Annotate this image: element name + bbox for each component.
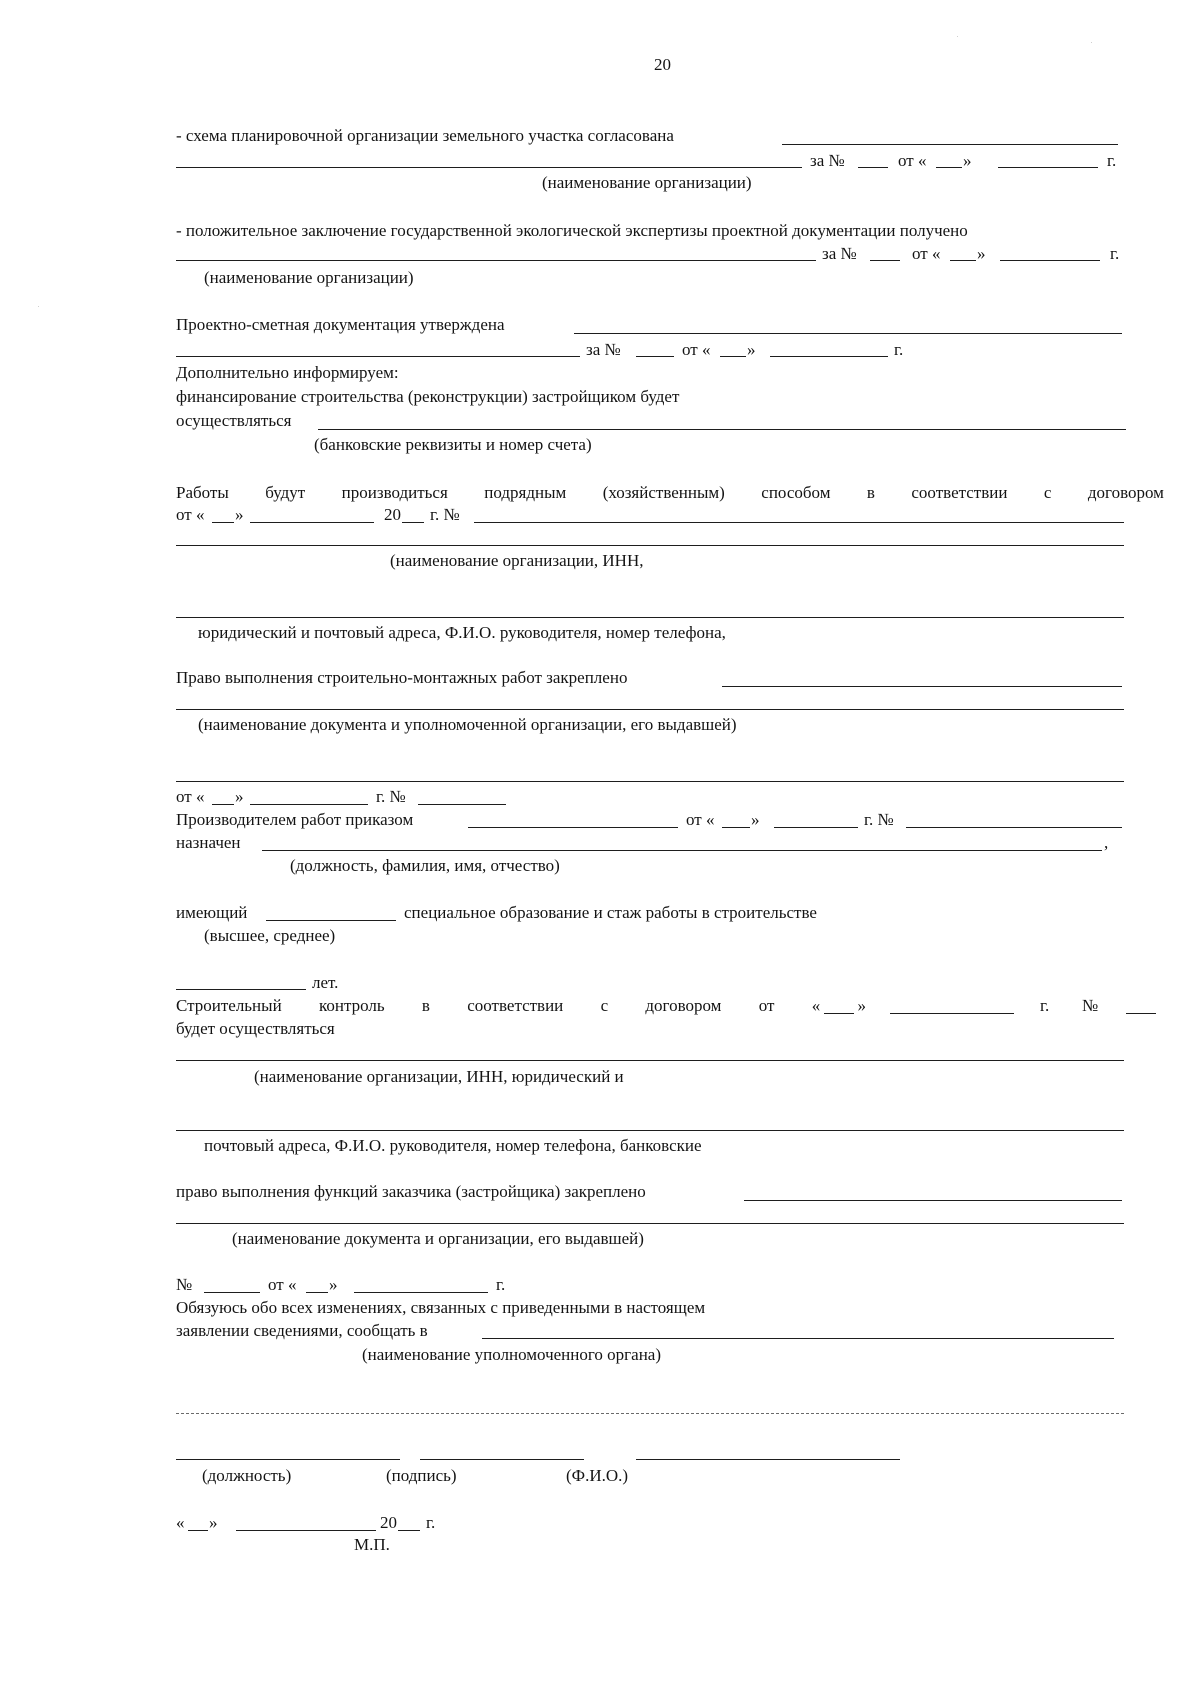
construction-rights-field-line-3[interactable] [176, 781, 1124, 782]
position-caption: (должность) [202, 1466, 292, 1485]
works-word: подрядным [484, 483, 567, 502]
construction-rights-caption: (наименование документа и уполномоченной организации, его выдавшей) [198, 715, 737, 734]
control-year-label: г. [1040, 996, 1050, 1015]
works-word: соответствии [911, 483, 1008, 502]
planning-org-field-line-2[interactable] [176, 167, 802, 168]
planning-ot-quote: от « [898, 151, 927, 170]
bank-details-field-line[interactable] [318, 429, 1126, 430]
design-year-label: г. [894, 340, 904, 359]
sign-year-field[interactable] [398, 1530, 420, 1531]
control-word: с [600, 996, 609, 1015]
works-twenty: 20 [384, 505, 401, 524]
design-ot-quote: от « [682, 340, 711, 359]
authority-caption: (наименование уполномоченного органа) [362, 1345, 662, 1364]
customer-day-field[interactable] [306, 1292, 328, 1293]
education-caption: (высшее, среднее) [204, 926, 336, 945]
customer-no-label: № [176, 1275, 193, 1294]
fio-signature-line[interactable] [636, 1459, 900, 1460]
sign-twenty: 20 [380, 1513, 397, 1532]
works-word: производиться [341, 483, 448, 502]
design-za-no: за № [586, 340, 621, 359]
stamp-label: М.П. [354, 1535, 390, 1554]
planning-number-field[interactable] [858, 167, 888, 168]
construction-rights-lead: Право выполнения строительно-монтажных работ закреплено [176, 668, 628, 687]
obligation-line-1: Обязуюсь обо всех изменениях, связанных с приведенными в настоящем [176, 1298, 706, 1317]
design-estimate-field-line-2[interactable] [176, 356, 580, 357]
appointed-person-field[interactable] [262, 850, 1102, 851]
eco-ot-quote: от « [912, 244, 941, 263]
scan-speck [38, 306, 39, 307]
planning-scheme-lead: - схема планировочной организации земельного участка согласована [176, 126, 674, 145]
design-month-field[interactable] [770, 356, 888, 357]
works-word: с [1043, 483, 1052, 502]
control-caption-2: почтовый адреса, Ф.И.О. руководителя, номер телефона, банковские [204, 1136, 702, 1155]
planning-month-field[interactable] [998, 167, 1098, 168]
bank-details-caption: (банковские реквизиты и номер счета) [314, 435, 592, 454]
control-word: договором [645, 996, 722, 1015]
rights-quote-close: » [235, 787, 244, 806]
rights-month-field[interactable] [250, 804, 368, 805]
sign-quote-open: « [176, 1513, 185, 1532]
financing-line-3: осуществляться [176, 411, 292, 430]
eco-expertise-lead: - положительное заключение государственной экологической экспертизы проектной документации получено [176, 221, 968, 240]
scan-speck [1091, 42, 1092, 43]
customer-rights-caption: (наименование документа и организации, его выдавшей) [232, 1229, 644, 1248]
control-caption-1: (наименование организации, ИНН, юридический и [254, 1067, 624, 1086]
position-signature-line[interactable] [176, 1459, 400, 1460]
experience-years-label: лет. [312, 973, 339, 992]
control-word: от [758, 996, 775, 1015]
sign-month-field[interactable] [236, 1530, 376, 1531]
rights-ot-quote: от « [176, 787, 205, 806]
control-month-field[interactable] [890, 1013, 1014, 1014]
manager-day-field[interactable] [722, 827, 750, 828]
eco-quote-close: » [977, 244, 986, 263]
appointed-comma: , [1104, 833, 1109, 852]
authority-field-line[interactable] [482, 1338, 1114, 1339]
sign-quote-close: » [209, 1513, 218, 1532]
eco-za-no: за № [822, 244, 857, 263]
sign-year-label: г. [426, 1513, 436, 1532]
eco-number-field[interactable] [870, 260, 900, 261]
rights-year-no: г. № [376, 787, 406, 806]
design-number-field[interactable] [636, 356, 674, 357]
control-org-field-line-2[interactable] [176, 1130, 1124, 1131]
control-word: контроль [318, 996, 385, 1015]
manager-number-field[interactable] [906, 827, 1122, 828]
customer-ot-quote: от « [268, 1275, 297, 1294]
works-month-field[interactable] [250, 522, 374, 523]
contractor-field-line[interactable] [176, 545, 1124, 546]
planning-day-field[interactable] [936, 167, 962, 168]
works-year-no: г. № [430, 505, 460, 524]
control-org-field-line[interactable] [176, 1060, 1124, 1061]
construction-control-line [176, 997, 866, 1014]
sign-caption: (подпись) [386, 1466, 457, 1485]
control-word: соответствии [467, 996, 564, 1015]
experience-years-field[interactable] [176, 989, 306, 990]
control-word: в [421, 996, 430, 1015]
appointed-label: назначен [176, 833, 241, 852]
eco-org-field-line[interactable] [176, 260, 816, 261]
page-number: 20 [654, 55, 671, 74]
planning-quote-close: » [963, 151, 972, 170]
works-word: договором [1087, 483, 1164, 502]
control-line-2: будет осуществляться [176, 1019, 335, 1038]
manager-month-field[interactable] [774, 827, 858, 828]
works-word: в [866, 483, 875, 502]
manager-year-no: г. № [864, 810, 894, 829]
customer-rights-field-line[interactable] [744, 1200, 1122, 1201]
construction-rights-field-line[interactable] [722, 686, 1122, 687]
manager-ot-quote: от « [686, 810, 715, 829]
contractor-caption-1: (наименование организации, ИНН, [390, 551, 644, 570]
obligation-line-2: заявлении сведениями, сообщать в [176, 1321, 428, 1340]
eco-org-caption: (наименование организации) [204, 268, 414, 287]
rights-day-field[interactable] [212, 804, 234, 805]
rights-number-field[interactable] [418, 804, 506, 805]
works-word: способом [761, 483, 831, 502]
contractor-caption-2: юридический и почтовый адреса, Ф.И.О. руководителя, номер телефона, [198, 623, 726, 642]
works-method-line [176, 484, 1164, 501]
works-quote-close: » [235, 505, 244, 524]
works-word: (хозяйственным) [602, 483, 725, 502]
financing-line-2: финансирование строительства (реконструкции) застройщиком будет [176, 387, 680, 406]
customer-month-field[interactable] [354, 1292, 488, 1293]
planning-za-no: за № [810, 151, 845, 170]
works-year-field[interactable] [402, 522, 424, 523]
control-word: « [811, 996, 821, 1015]
planning-org-caption: (наименование организации) [542, 173, 752, 192]
authority-field-line-2[interactable] [176, 1413, 1124, 1414]
control-day-field[interactable] [824, 1013, 854, 1014]
control-word: Строительный [176, 996, 282, 1015]
eco-day-field[interactable] [950, 260, 976, 261]
customer-rights-field-line-2[interactable] [176, 1223, 1124, 1224]
customer-rights-lead: право выполнения функций заказчика (застройщика) закреплено [176, 1182, 646, 1201]
works-day-field[interactable] [212, 522, 234, 523]
appointed-caption: (должность, фамилия, имя, отчество) [290, 856, 560, 875]
scan-speck [957, 36, 958, 37]
education-having: имеющий [176, 903, 248, 922]
design-quote-close: » [747, 340, 756, 359]
education-rest: специальное образование и стаж работы в строительстве [404, 903, 817, 922]
sign-signature-line[interactable] [420, 1459, 584, 1460]
education-level-field[interactable] [266, 920, 396, 921]
sign-day-field[interactable] [188, 1530, 208, 1531]
control-no-label: № [1082, 996, 1099, 1015]
works-manager-lead: Производителем работ приказом [176, 810, 414, 829]
control-number-field[interactable] [1126, 1013, 1156, 1014]
construction-rights-field-line-2[interactable] [176, 709, 1124, 710]
customer-year-label: г. [496, 1275, 506, 1294]
eco-year-label: г. [1110, 244, 1120, 263]
fio-caption: (Ф.И.О.) [566, 1466, 629, 1485]
works-word: будут [265, 483, 306, 502]
customer-quote-close: » [329, 1275, 338, 1294]
planning-year-label: г. [1107, 151, 1117, 170]
design-estimate-field-line[interactable] [574, 333, 1122, 334]
planning-org-field-line[interactable] [782, 144, 1118, 145]
works-word: Работы [176, 483, 229, 502]
design-day-field[interactable] [720, 356, 746, 357]
contractor-field-line-2[interactable] [176, 617, 1124, 618]
customer-number-field[interactable] [204, 1292, 260, 1293]
control-word: » [857, 996, 866, 1015]
manager-quote-close: » [751, 810, 760, 829]
works-ot-quote: от « [176, 505, 205, 524]
financing-line-1: Дополнительно информируем: [176, 363, 399, 382]
design-estimate-lead: Проектно-сметная документация утверждена [176, 315, 505, 334]
works-contract-number-field[interactable] [474, 522, 1124, 523]
order-field[interactable] [468, 827, 678, 828]
eco-month-field[interactable] [1000, 260, 1100, 261]
